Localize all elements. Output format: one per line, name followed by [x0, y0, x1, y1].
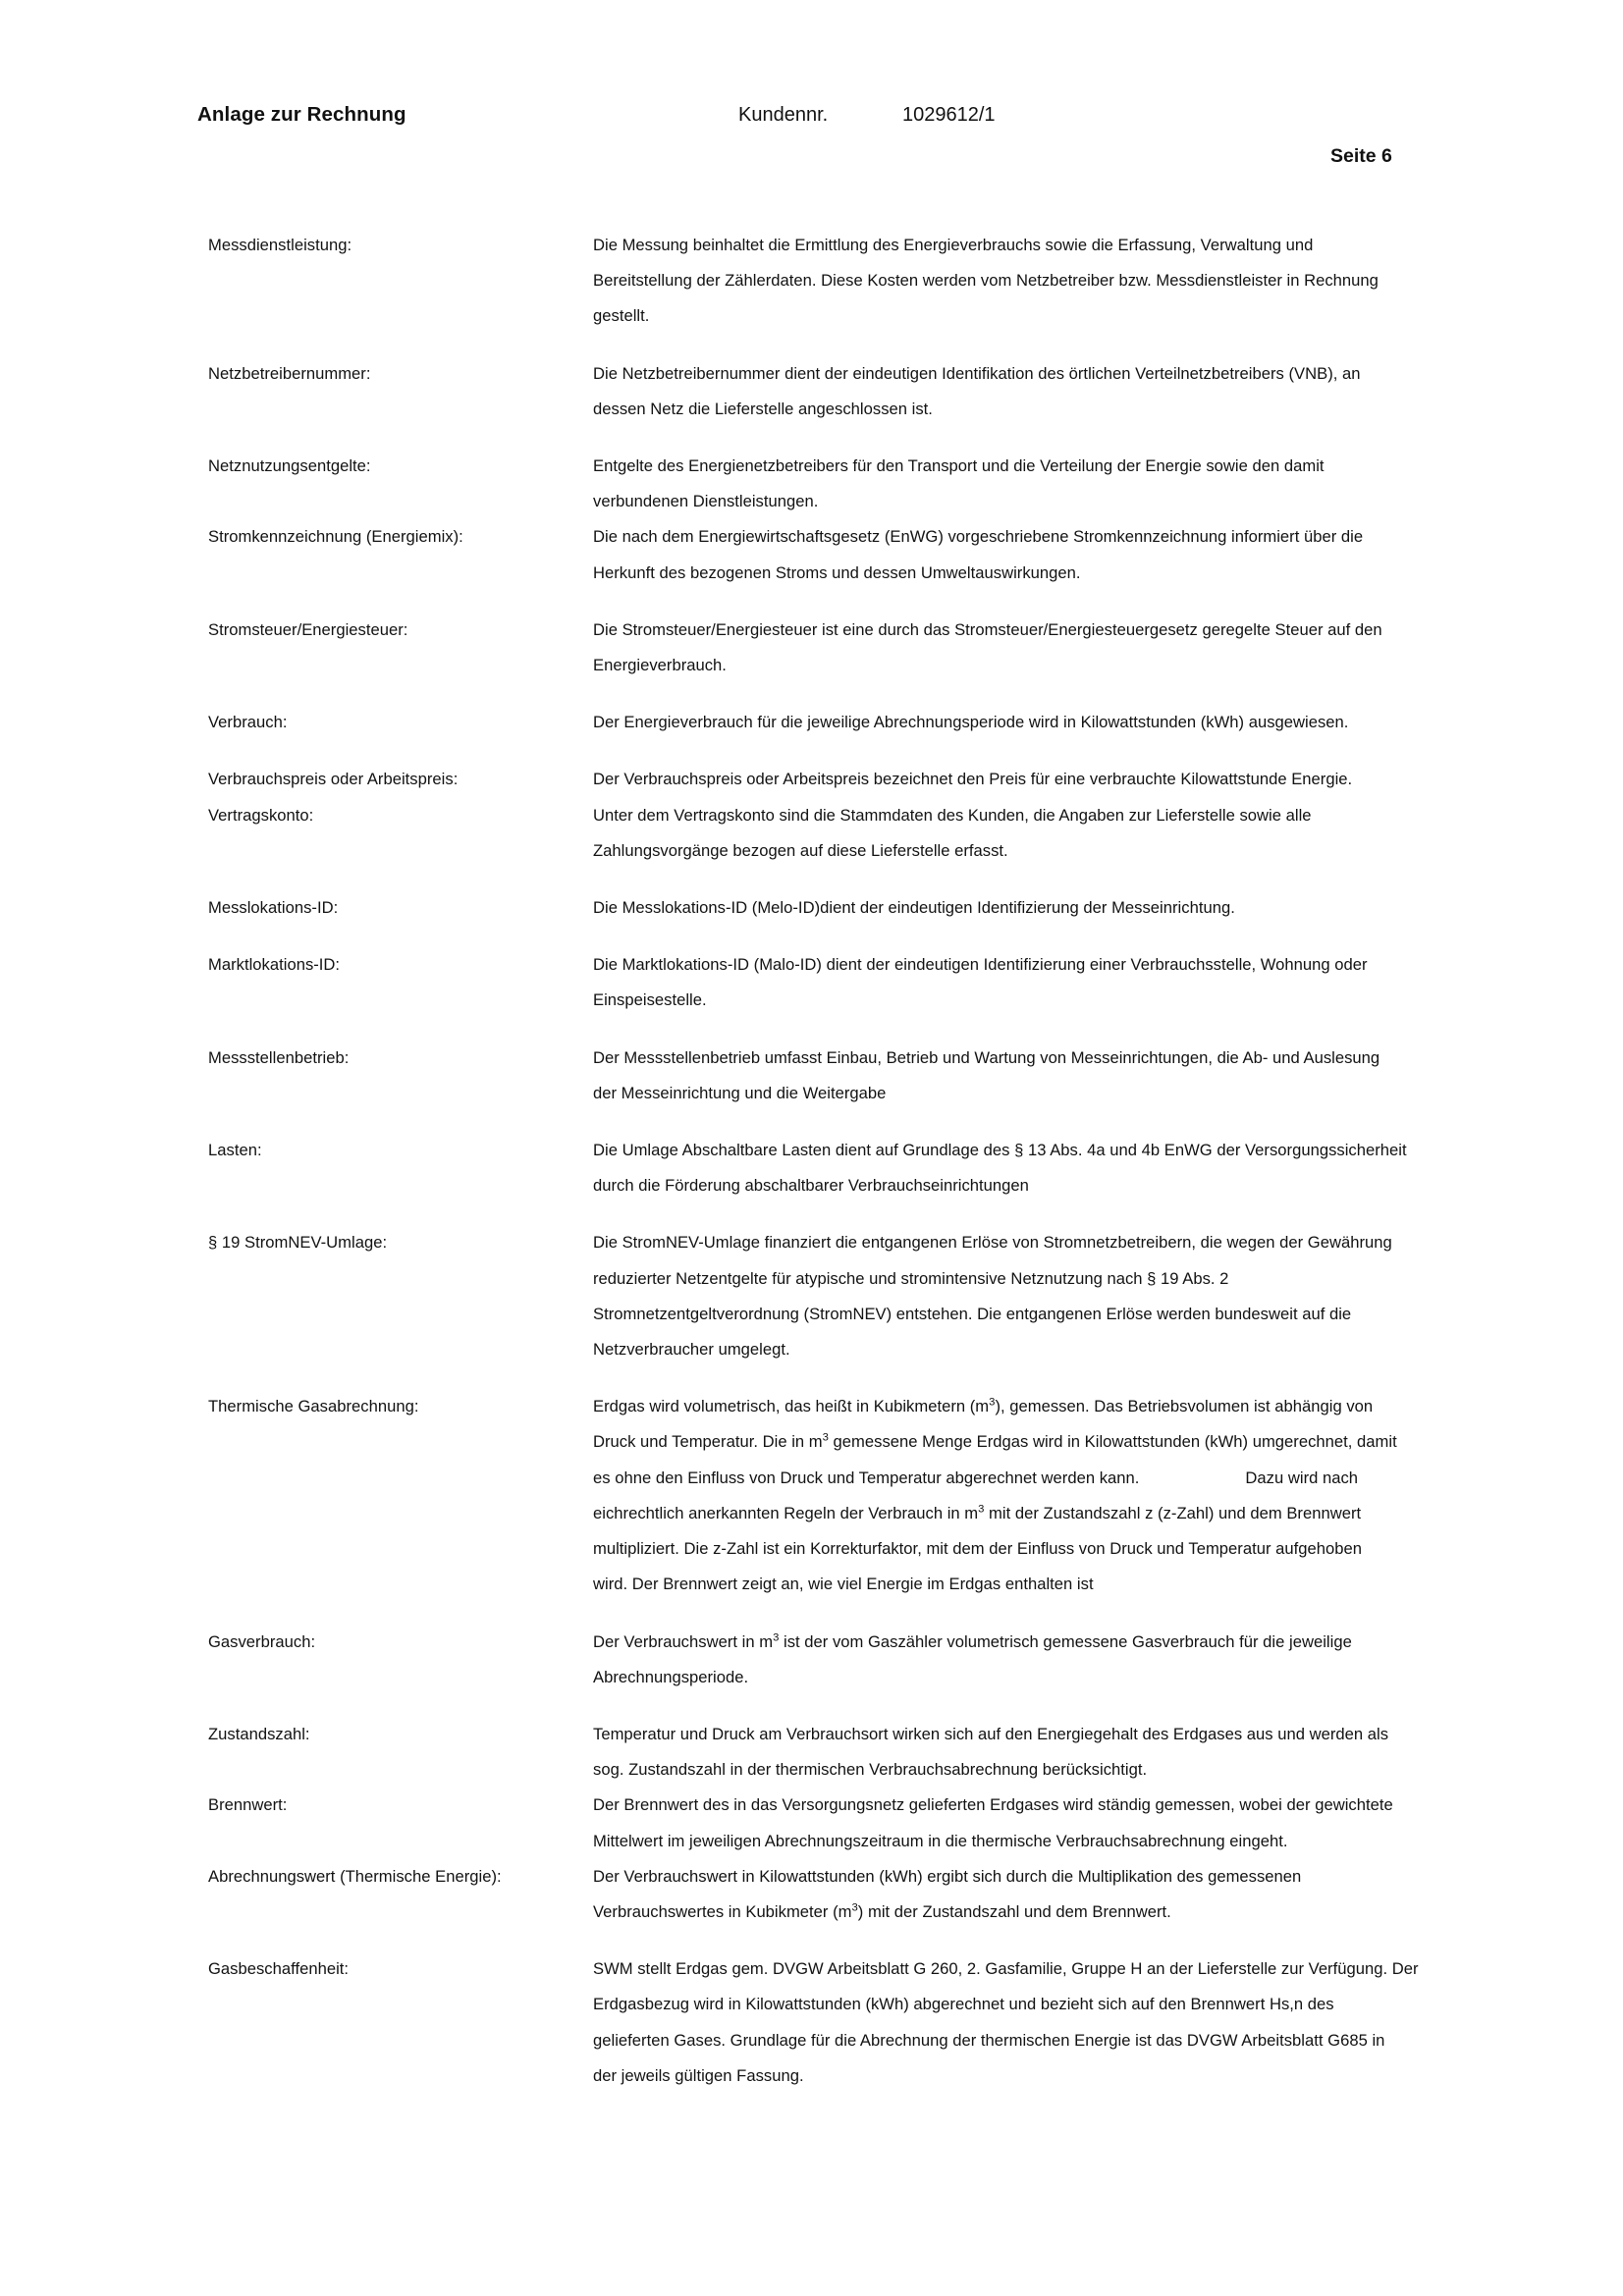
glossary-definition-line: eichrechtlich anerkannten Regeln der Verbrauch in $m^3$ mit der Zustandszahl z (z-Zahl) und dem Brennwert [593, 1503, 1362, 1522]
glossary-definition-line: Die Stromsteuer/Energiesteuer ist eine durch das Stromsteuer/Energiesteuergesetz geregelte Steuer auf den [593, 619, 1382, 639]
glossary-definition [593, 1133, 1457, 1203]
glossary-definition [593, 613, 1457, 683]
glossary-definition-line: Die Netzbetreibernummer dient der eindeutigen Identifikation des örtlichen Verteilnetzbetreibers (VNB), an [593, 363, 1361, 383]
glossary-definition [593, 705, 1457, 740]
glossary-definition [593, 1859, 1457, 1930]
glossary-term: Stromkennzeichnung (Energiemix): [208, 527, 463, 547]
glossary-entry [0, 519, 1623, 590]
glossary-definition [593, 1389, 1457, 1602]
glossary-definition-line: Die Umlage Abschaltbare Lasten dient auf Grundlage des § 13 Abs. 4a und 4b EnWG der Versorgungssicherheit [593, 1141, 1407, 1160]
glossary-definition [593, 519, 1457, 590]
glossary-definition [593, 798, 1457, 869]
glossary-definition [593, 890, 1457, 926]
glossary-definition-line: dessen Netz die Lieferstelle angeschlossen ist. [593, 399, 933, 418]
glossary-term: Abrechnungswert (Thermische Energie): [208, 1866, 502, 1886]
glossary-entry [0, 947, 1623, 1018]
glossary-entry [0, 1225, 1623, 1367]
glossary-entry [0, 1133, 1623, 1203]
glossary-definition-line: Druck und Temperatur. Die in $m^3$ gemessene Menge Erdgas wird in Kilowattstunden (kWh) umgerechnet, damit [593, 1431, 1397, 1452]
glossary-term: Messdienstleistung: [208, 236, 352, 254]
glossary-definition-line: Netzverbraucher umgelegt. [593, 1340, 790, 1360]
glossary-entry [0, 613, 1623, 683]
glossary-definition-line: Zahlungsvorgänge bezogen auf diese Lieferstelle erfasst. [593, 840, 1008, 860]
glossary-definition-line: verbundenen Dienstleistungen. [593, 492, 819, 511]
glossary-entry [0, 1389, 1623, 1602]
glossary-term: Verbrauchspreis oder Arbeitspreis: [208, 770, 459, 789]
glossary-definition-line: der jeweils gültigen Fassung. [593, 2065, 804, 2085]
glossary-term: Gasbeschaffenheit: [208, 1959, 350, 1979]
glossary-definition-line: Die Messung beinhaltet die Ermittlung des Energieverbrauchs sowie die Erfassung, Verwaltung und [593, 236, 1314, 254]
glossary-entry [0, 449, 1623, 519]
glossary-definition-line: Entgelte des Energienetzbetreibers für den Transport und die Verteilung der Energie sowie den damit [593, 456, 1325, 476]
glossary-entry [0, 356, 1623, 427]
glossary-definition-line: reduzierter Netzentgelte für atypische und stromintensive Netznutzung nach § 19 Abs. 2 [593, 1268, 1229, 1288]
glossary-term: Netzbetreibernummer: [208, 363, 371, 383]
glossary-definition [593, 1717, 1457, 1788]
glossary-definition [593, 762, 1457, 797]
glossary-definition-line: durch die Förderung abschaltbarer Verbrauchseinrichtungen [593, 1176, 1029, 1196]
glossary-term: Stromsteuer/Energiesteuer: [208, 619, 408, 639]
glossary-definition-line: der Messeinrichtung und die Weitergabe [593, 1083, 887, 1102]
glossary-definition-line: Die Messlokations-ID (Melo-ID)dient der eindeutigen Identifizierung der Messeinrichtung. [593, 898, 1235, 918]
glossary-definition-line: Verbrauchswertes in Kubikmeter $(m^3)$ mit der Zustandszahl und dem Brennwert. [593, 1901, 1171, 1921]
document-title: Anlage zur Rechnung [197, 103, 406, 126]
glossary-definition-line: Der Messstellenbetrieb umfasst Einbau, Betrieb und Wartung von Messeinrichtungen, die Ab- und Auslesung [593, 1047, 1380, 1067]
glossary-entry [0, 762, 1623, 797]
glossary-definition-line: Abrechnungsperiode. [593, 1667, 749, 1686]
glossary-entry [0, 1788, 1623, 1858]
page-header [0, 0, 1623, 172]
glossary-entry [0, 798, 1623, 869]
glossary-entry [0, 705, 1623, 740]
glossary-definition-line: Die Marktlokations-ID (Malo-ID) dient der eindeutigen Identifizierung einer Verbrauchsstelle, Wohnung oder [593, 955, 1368, 975]
glossary-definition-line: Stromnetzentgeltverordnung (StromNEV) entstehen. Die entgangenen Erlöse werden bundesweit auf die [593, 1304, 1352, 1323]
glossary-entry [0, 1951, 1623, 2094]
glossary-entry [0, 1625, 1623, 1695]
glossary-definition-line: Einspeisestelle. [593, 990, 707, 1010]
glossary-term: Lasten: [208, 1141, 262, 1160]
glossary-term: Messstellenbetrieb: [208, 1047, 350, 1067]
glossary-definition-line: Mittelwert im jeweiligen Abrechnungszeitraum in die thermische Verbrauchsabrechnung eingeht. [593, 1831, 1288, 1850]
glossary-definition [593, 356, 1457, 427]
glossary-definition [593, 1041, 1457, 1111]
glossary-definition-line: sog. Zustandszahl in der thermischen Verbrauchsabrechnung berücksichtigt. [593, 1760, 1148, 1780]
glossary-term: Brennwert: [208, 1795, 288, 1815]
glossary-definition-line: gelieferten Gases. Grundlage für die Abrechnung der thermischen Energie ist das DVGW Arbeitsblatt G685 in [593, 2030, 1385, 2050]
glossary-definition-line: Erdgas wird volumetrisch, das heißt in Kubikmetern $(m^3)$, gemessen. Das Betriebsvolumen ist abhängig von [593, 1396, 1374, 1416]
glossary-definition-line: Erdgasbezug wird in Kilowattstunden (kWh) abgerechnet und bezieht sich auf den Brennwert Hs,n des [593, 1995, 1334, 2014]
glossary-definition [593, 228, 1457, 335]
customer-number-value: 1029612/1 [902, 104, 996, 126]
glossary-definition-line: multipliziert. Die z-Zahl ist ein Korrekturfaktor, mit dem der Einfluss von Druck und Temperatur aufgehoben [593, 1539, 1362, 1559]
glossary-definition-line: Herkunft des bezogenen Stroms und dessen Umweltauswirkungen. [593, 562, 1081, 582]
glossary-term: Verbrauch: [208, 713, 288, 732]
glossary-definition [593, 1225, 1457, 1367]
glossary-definition-line: Temperatur und Druck am Verbrauchsort wirken sich auf den Energiegehalt des Erdgases aus und werden als [593, 1724, 1389, 1743]
glossary-definition-line: Energieverbrauch. [593, 656, 727, 675]
glossary-definition-line: Die StromNEV-Umlage finanziert die entgangenen Erlöse von Stromnetzbetreibern, die wegen der Gewährung [593, 1233, 1392, 1253]
glossary-definition [593, 1625, 1457, 1695]
customer-number-label: Kundennr. [738, 104, 829, 126]
glossary-definition-line: Unter dem Vertragskonto sind die Stammdaten des Kunden, die Angaben zur Lieferstelle sowie alle [593, 805, 1312, 825]
glossary-term: Marktlokations-ID: [208, 955, 341, 975]
page-number: Seite 6 [1330, 145, 1392, 167]
glossary-definition-line: wird. Der Brennwert zeigt an, wie viel Energie im Erdgas enthalten ist [593, 1575, 1094, 1594]
glossary-definition-line: Bereitstellung der Zählerdaten. Diese Kosten werden vom Netzbetreiber bzw. Messdienstleister in Rechnung [593, 271, 1379, 291]
glossary-term: Vertragskonto: [208, 805, 314, 825]
glossary-definition-line: Der Brennwert des in das Versorgungsnetz gelieferten Erdgases wird ständig gemessen, wobei der gewichtete [593, 1795, 1393, 1815]
glossary-definition-line: Die nach dem Energiewirtschaftsgesetz (EnWG) vorgeschriebene Stromkennzeichnung informiert über die [593, 527, 1364, 547]
glossary-entry [0, 890, 1623, 926]
glossary-definition-line: SWM stellt Erdgas gem. DVGW Arbeitsblatt G 260, 2. Gasfamilie, Gruppe H an der Lieferstelle zur Verfügung. Der [593, 1959, 1419, 1979]
glossary-entry [0, 1859, 1623, 1930]
glossary-definition [593, 449, 1457, 519]
glossary-definition-line: Der Verbrauchspreis oder Arbeitspreis bezeichnet den Preis für eine verbrauchte Kilowattstunde Energie. [593, 770, 1353, 789]
glossary-definition [593, 947, 1457, 1018]
glossary-definition-line: Der Verbrauchswert in $m^3$ ist der vom Gaszähler volumetrisch gemessene Gasverbrauch für die jeweilige [593, 1630, 1352, 1651]
glossary-term: Gasverbrauch: [208, 1631, 316, 1651]
glossary-definition [593, 1951, 1457, 2094]
glossary-term: Netznutzungsentgelte: [208, 456, 371, 476]
glossary-definition-line: Der Verbrauchswert in Kilowattstunden (kWh) ergibt sich durch die Multiplikation des gemessenen [593, 1866, 1302, 1886]
glossary-entry [0, 1717, 1623, 1788]
glossary-definition-line: es ohne den Einfluss von Druck und Temperatur abgerechnet werden kann. Dazu wird nach [593, 1468, 1359, 1487]
glossary-entry [0, 1041, 1623, 1111]
glossary-term: Zustandszahl: [208, 1724, 310, 1743]
glossary-term: Messlokations-ID: [208, 898, 339, 918]
glossary-definition [593, 1788, 1457, 1858]
glossary-definition-line: Der Energieverbrauch für die jeweilige Abrechnungsperiode wird in Kilowattstunden (kWh) ausgewiesen. [593, 713, 1349, 732]
glossary-entry [0, 228, 1623, 335]
glossary-definition-line: gestellt. [593, 306, 650, 326]
glossary-list [0, 228, 1623, 2094]
glossary-term: Thermische Gasabrechnung: [208, 1397, 419, 1416]
glossary-term: § 19 StromNEV-Umlage: [208, 1233, 388, 1253]
